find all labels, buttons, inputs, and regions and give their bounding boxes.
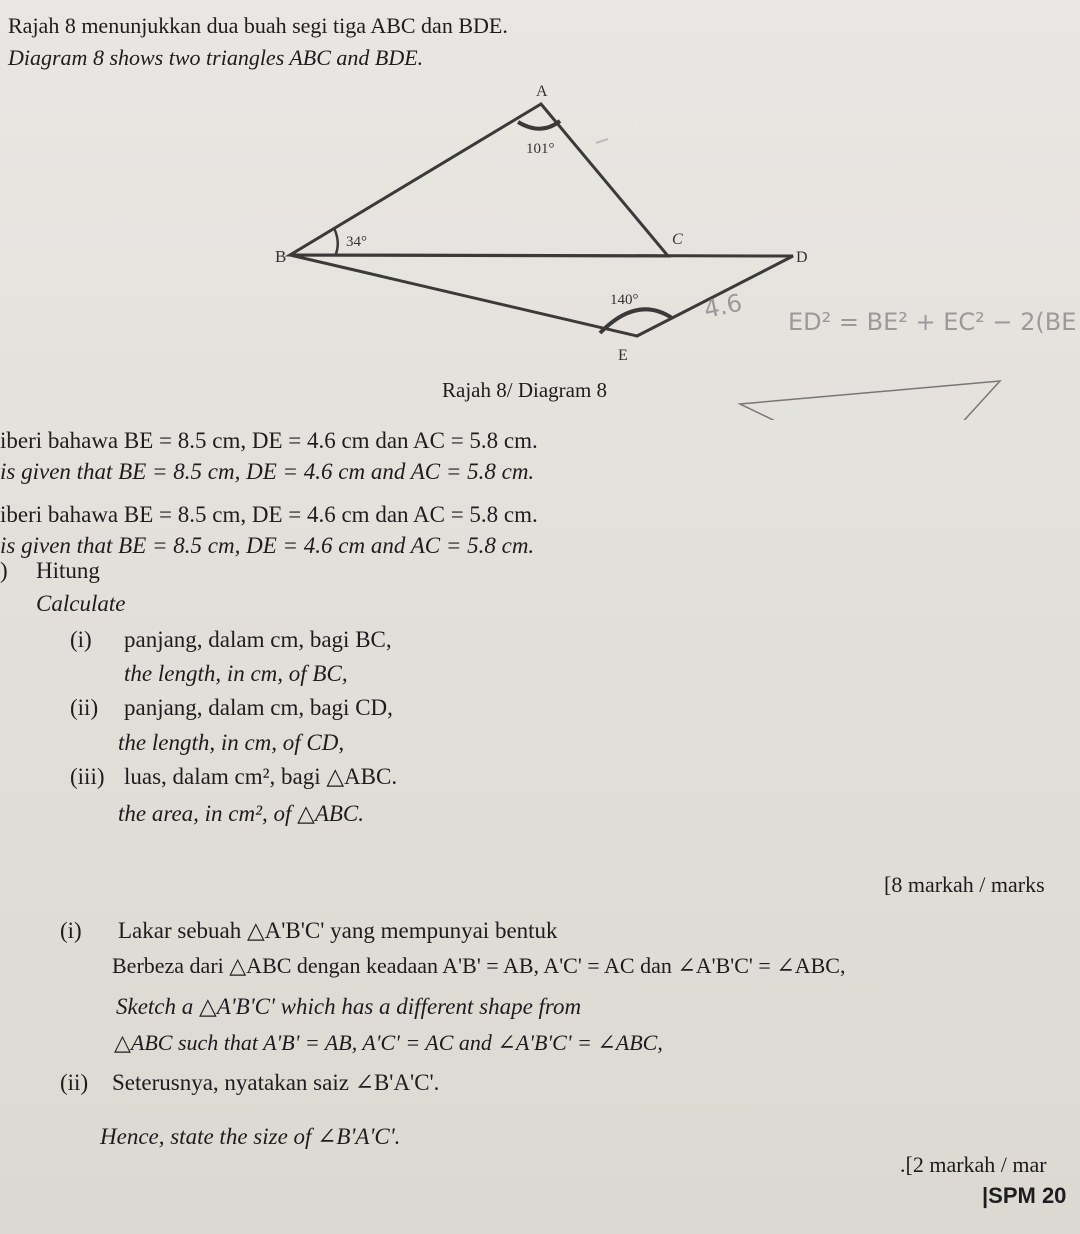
triangle-diagram [0, 0, 1080, 420]
item-ii-number: (ii) [70, 695, 99, 720]
item-i-number: (i) [70, 627, 92, 652]
angle-arc-a [518, 121, 560, 129]
part-a-marker: ) [0, 558, 8, 583]
sketched-triangle [740, 381, 1000, 420]
part-b-marks: .[2 markah / mar [900, 1152, 1047, 1177]
label-e: E [618, 347, 628, 364]
angle-arc-b [334, 228, 338, 256]
label-b: B [275, 247, 287, 266]
label-c: C [672, 231, 683, 248]
part-b-i-malay-1: Lakar sebuah △A'B'C' yang mempunyai bentuk [118, 918, 558, 943]
part-b-ii-malay: Seterusnya, nyatakan saiz ∠B'A'C'. [112, 1070, 440, 1095]
intro-english: Diagram 8 shows two triangles ABC and BDE. [8, 45, 424, 70]
item-ii-english: the length, in cm, of CD, [118, 730, 345, 755]
part-a-marks: [8 markah / marks [884, 872, 1045, 897]
part-a-heading-malay: Hitung [36, 558, 100, 583]
part-a-heading-english: Calculate [36, 591, 126, 616]
handwritten-cosine-formula: ED² = BE² + EC² − 2(BE [788, 308, 1077, 336]
given-english-2: is given that BE = 8.5 cm, DE = 4.6 cm and AC = 5.8 cm. [0, 533, 535, 558]
label-d: D [796, 249, 808, 266]
given-malay-1: iberi bahawa BE = 8.5 cm, DE = 4.6 cm dan AC = 5.8 cm. [0, 428, 538, 453]
angle-label-a: 101° [526, 141, 555, 157]
part-b-i-number: (i) [60, 918, 82, 943]
item-iii-malay: luas, dalam cm², bagi △ABC. [124, 764, 398, 789]
given-malay-2: iberi bahawa BE = 8.5 cm, DE = 4.6 cm dan AC = 5.8 cm. [0, 502, 538, 527]
diagram-caption: Rajah 8/ Diagram 8 [442, 378, 608, 402]
label-a: A [536, 83, 548, 100]
intro-malay: Rajah 8 menunjukkan dua buah segi tiga ABC dan BDE. [8, 13, 508, 38]
item-i-malay: panjang, dalam cm, bagi BC, [124, 627, 392, 652]
part-b-i-english-2: △ABC such that A'B' = AB, A'C' = AC and ∠A'B'C' = ∠ABC, [114, 1030, 663, 1055]
angle-label-e: 140° [610, 292, 639, 308]
source-footer: |SPM 20 [982, 1183, 1067, 1208]
given-english-1: is given that BE = 8.5 cm, DE = 4.6 cm and AC = 5.8 cm. [0, 459, 535, 484]
part-b-i-english-1: Sketch a △A'B'C' which has a different shape from [116, 994, 582, 1019]
item-iii-number: (iii) [70, 764, 105, 789]
part-b-ii-number: (ii) [60, 1070, 89, 1095]
handwritten-side-label: 4.6 [701, 288, 745, 324]
part-b-i-malay-2: Berbeza dari △ABC dengan keadaan A'B' = AB, A'C' = AC dan ∠A'B'C' = ∠ABC, [112, 953, 846, 978]
part-b-ii-english: Hence, state the size of ∠B'A'C'. [100, 1124, 401, 1149]
item-i-english: the length, in cm, of BC, [124, 661, 348, 686]
item-iii-english: the area, in cm², of △ABC. [118, 801, 365, 826]
item-ii-malay: panjang, dalam cm, bagi CD, [124, 695, 393, 720]
angle-label-b: 34° [346, 234, 367, 250]
